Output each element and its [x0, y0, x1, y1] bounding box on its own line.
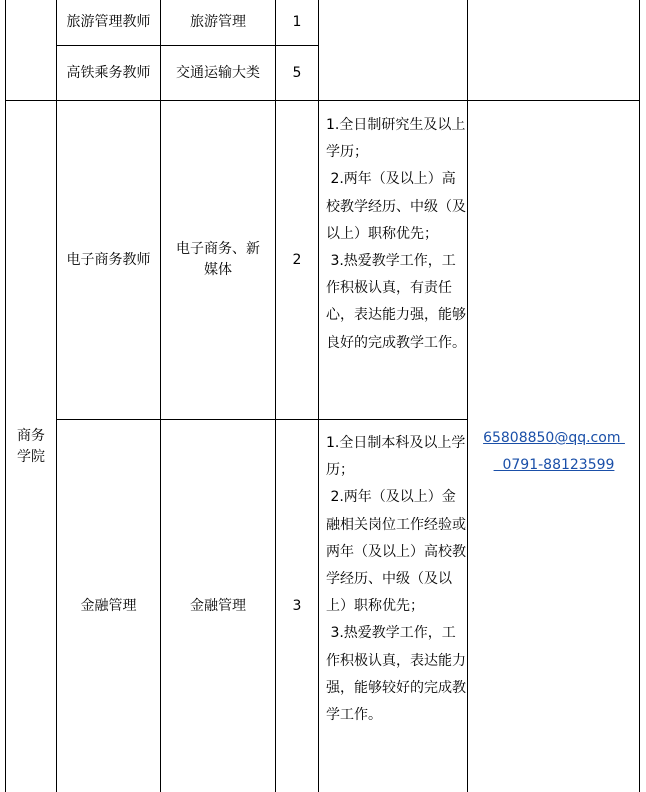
- grid-line: [5, 0, 6, 792]
- contact-info: [470, 425, 638, 479]
- count-cell: 5: [292, 64, 302, 81]
- major-cell: 交通运输大类: [176, 64, 260, 81]
- contact-phone-link[interactable]: 0791-88123599: [493, 457, 615, 473]
- college-name: 商务学院: [17, 427, 45, 465]
- grid-line: [467, 0, 468, 792]
- requirements-text: 1.全日制本科及以上学历； 2.两年（及以上）金融相关岗位工作经验或两年（及以上）高校教学经历、中级（及以上）职称优先； 3.热爱教学工作，工作积极认真，表达能力强，能够较好的完成教学工作。: [326, 435, 466, 724]
- major-cell: 旅游管理: [190, 14, 246, 30]
- count-cell: 3: [292, 597, 302, 614]
- major-cell: 电子商务、新媒体: [176, 241, 260, 278]
- position-cell: 高铁乘务教师: [66, 64, 151, 81]
- contact-email-link[interactable]: 65808850@qq.com: [483, 430, 625, 446]
- count-cell: 1: [292, 14, 302, 30]
- position-cell: 电子商务教师: [66, 251, 151, 268]
- major-cell: 金融管理: [190, 597, 246, 614]
- count-cell: 2: [292, 251, 302, 268]
- requirements-text: 1.全日制研究生及以上学历； 2.两年（及以上）高校教学经历、中级（及以上）职称优先； 3.热爱教学工作，工作积极认真，有责任心，表达能力强，能够良好的完成教学工作。: [326, 117, 466, 351]
- grid-line: [318, 0, 319, 792]
- grid-line: [639, 0, 640, 792]
- position-cell: 旅游管理教师: [66, 14, 151, 30]
- position-cell: 金融管理: [80, 597, 137, 614]
